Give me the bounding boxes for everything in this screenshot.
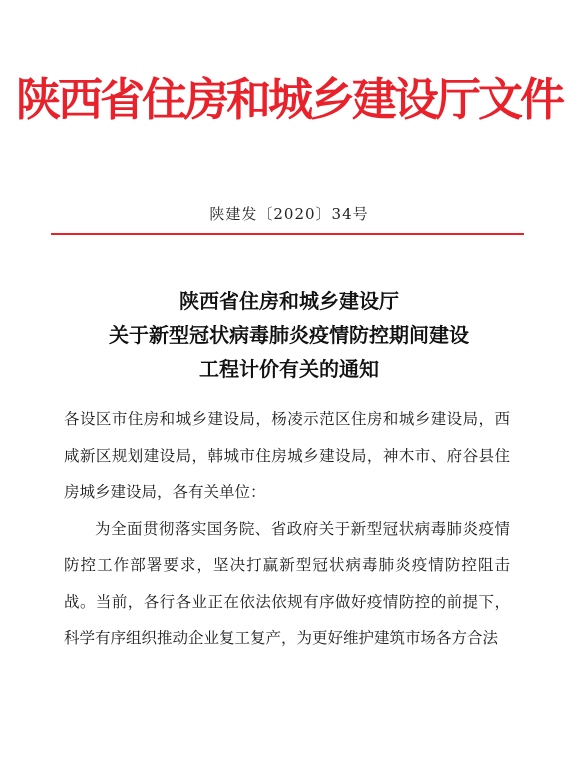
document-title bbox=[0, 284, 578, 386]
red-divider bbox=[51, 233, 524, 235]
title-line-2: 关于新型冠状病毒肺炎疫情防控期间建设 bbox=[109, 323, 469, 347]
body-paragraph-1: 为全面贯彻落实国务院、省政府关于新型冠状病毒肺炎疫情防控工作部署要求，坚决打赢新型冠状病毒肺炎疫情防控阻击战。当前，各行各业正在依法依规有序做好疫情防控的前提下，科学有序组织推动企业复工复产，为更好维护建筑市场各方合法 bbox=[64, 519, 510, 647]
title-line-1: 陕西省住房和城乡建设厅 bbox=[179, 289, 399, 313]
title-line-3: 工程计价有关的通知 bbox=[199, 357, 379, 381]
document-number: 陕建发〔2020〕34号 bbox=[209, 205, 369, 223]
addressees-paragraph: 各设区市住房和城乡建设局，杨凌示范区住房和城乡建设局，西咸新区规划建设局，韩城市住房城乡建设局，神木市、府谷县住房城乡建设局，各有关单位： bbox=[64, 410, 510, 501]
issuer-header: 陕西省住房和城乡建设厅文件 bbox=[15, 73, 562, 126]
document-body bbox=[64, 401, 510, 657]
